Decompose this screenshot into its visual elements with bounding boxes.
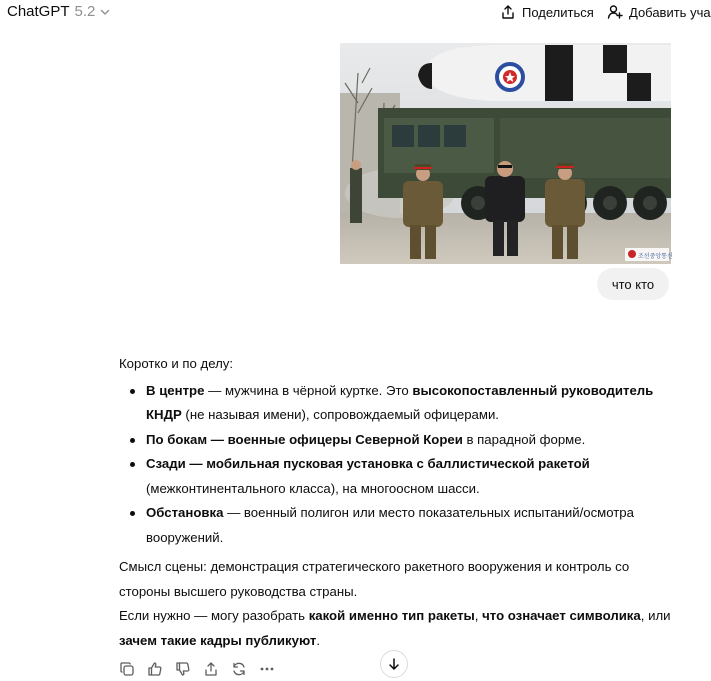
chevron-down-icon [99,6,111,18]
add-people-label: Добавить уча [629,4,711,20]
add-people-button[interactable] [607,2,711,22]
top-bar [0,0,711,26]
user-message-bubble [597,268,669,300]
share-icon [203,661,219,677]
answer-bullet-list [119,379,679,551]
regenerate-button[interactable] [230,660,248,678]
answer-offer: Если нужно — могу разобрать какой именно тип ракеты, что означает символика, или зачем такие кадры публикуют. [119,608,671,648]
copy-button[interactable] [118,660,136,678]
share-icon [500,4,516,20]
bullet-sides: По бокам — военные офицеры Северной Кореи в парадной форме. [119,428,679,453]
thumbs-up-icon [147,661,163,677]
bullet-center: В центре — мужчина в чёрной куртке. Это высокопоставленный руководитель КНДР (не называя имени), сопровождаемый офицерами. [119,379,679,428]
app-name: ChatGPT [7,3,70,20]
bad-response-button[interactable] [174,660,192,678]
thumbs-down-icon [175,661,191,677]
message-actions [118,660,286,678]
image-watermark: 조선중앙통신 [638,253,673,260]
scroll-to-bottom-button[interactable] [380,650,408,678]
answer-summary: Смысл сцены: демонстрация стратегического ракетного вооружения и контроль со стороны высшего руководства страны. [119,559,630,599]
share-label: Поделиться [522,4,594,20]
bullet-setting: Обстановка — военный полигон или место показательных испытаний/осмотра вооружений. [119,501,679,550]
copy-icon [119,661,135,677]
attached-image[interactable] [340,43,671,264]
model-selector[interactable] [7,3,111,20]
share-button[interactable] [500,2,594,22]
bullet-behind: Сзади — мобильная пусковая установка с баллистической ракетой (межконтинентального класса), на многоосном шасси. [119,452,679,501]
answer-intro: Коротко и по делу: [119,356,234,371]
arrow-down-icon [387,657,401,671]
model-version: 5.2 [74,3,96,20]
share-message-button[interactable] [202,660,220,678]
good-response-button[interactable] [146,660,164,678]
more-options-button[interactable] [258,660,276,678]
user-message-text: что кто [611,276,655,292]
add-person-icon [607,4,623,20]
assistant-message [119,352,679,653]
regenerate-icon [231,661,247,677]
more-icon [259,661,275,677]
